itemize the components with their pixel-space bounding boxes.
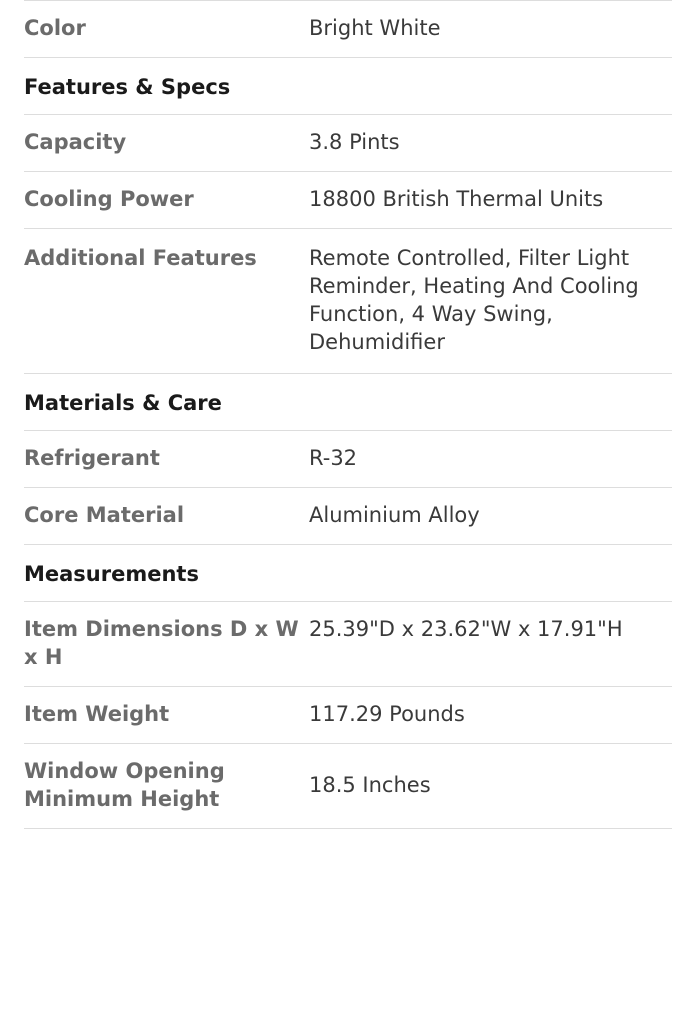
spec-label: Window Opening Minimum Height [24,758,225,811]
spec-label: Cooling Power [24,187,194,212]
section-header [24,374,672,431]
table-row [24,115,672,172]
section-header [24,58,672,115]
table-row [24,172,672,229]
spec-label: Additional Features [24,246,257,271]
spec-label: Core Material [24,502,185,527]
spec-value: 18800 British Thermal Units [309,187,604,212]
spec-value: 117.29 Pounds [309,701,465,726]
table-row [24,687,672,744]
spec-label: Item Weight [24,701,170,726]
spec-label: Capacity [24,130,127,155]
spec-value: Aluminium Alloy [309,502,480,527]
spec-value: Remote Controlled, Filter Light Reminder, Heating And Cooling Function, 4 Way Swing, Dehumidifier [309,246,639,354]
table-row [24,488,672,545]
spec-value: 18.5 Inches [309,772,431,797]
table-row [24,602,672,687]
spec-value: Bright White [309,16,441,40]
spec-value: 25.39"D x 23.62"W x 17.91"H [309,617,623,642]
table-row [24,744,672,829]
section-title: Features & Specs [24,74,231,99]
table-row [24,431,672,488]
spec-label: Item Dimensions D x W x H [24,617,299,669]
spec-value: R-32 [309,445,358,470]
section-header [24,545,672,602]
section-title: Materials & Care [24,390,222,415]
table-row [24,229,672,374]
spec-label: Color [24,16,86,40]
section-title: Measurements [24,561,199,586]
spec-value: 3.8 Pints [309,130,400,155]
spec-label: Refrigerant [24,445,160,470]
table-row [24,0,672,58]
